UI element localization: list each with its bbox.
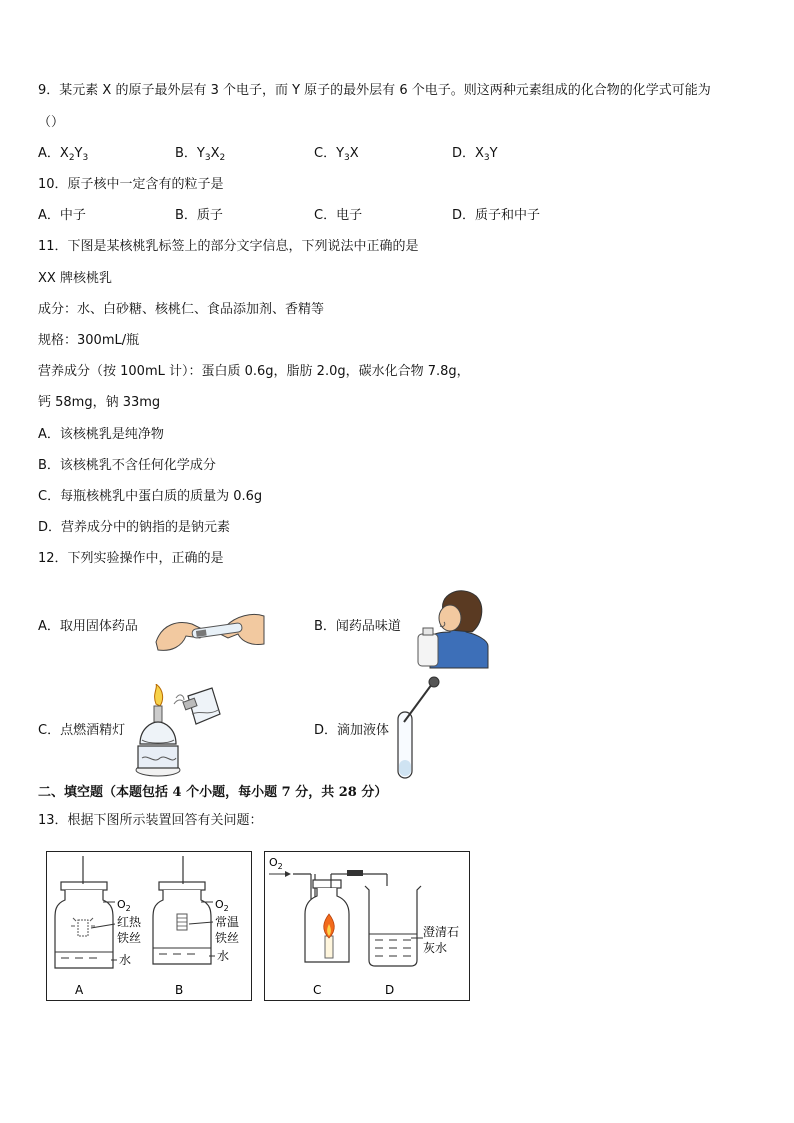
o2-label-a: $O_2$ [117, 898, 131, 913]
q11-label-line: 成分：水、白砂糖、核桃仁、食品添加剂、香精等 [38, 302, 325, 317]
room-temp-wire-label: 铁丝 [215, 931, 240, 945]
q9-option-c: C．$Y_3X$ [314, 146, 359, 163]
o2-inlet-label: $O_2$ [269, 856, 283, 871]
q12-option-c: C．点燃酒精灯 [38, 723, 126, 738]
q10-option-d: D．质子和中子 [452, 208, 541, 223]
smell-reagent-illustration [414, 584, 490, 670]
q9-option-d: D．$X_3Y$ [452, 146, 498, 163]
q9-option-a: A．$X_2Y_3$ [38, 146, 89, 163]
q11-option-b: B．该核桃乳不含任何化学成分 [38, 458, 216, 473]
q11-option-a: A．该核桃乳是纯净物 [38, 427, 164, 442]
hot-wire-label: 红热 [117, 915, 142, 929]
q10-option-a: A．中子 [38, 208, 86, 223]
figure-label-c: C [313, 983, 322, 997]
q9-stem: 9．某元素 X 的原子最外层有 3 个电子，而 Y 原子的最外层有 6 个电子。则这两种元素组成的化合物的化学式可能为 [38, 83, 711, 98]
light-alcohol-lamp-illustration [134, 684, 234, 780]
figure-label-b: B [175, 983, 184, 997]
q11-label-line: 钙 58mg，钠 33mg [38, 395, 161, 410]
oxygen-bottles-diagram [47, 852, 251, 1000]
q10-option-b: B．质子 [175, 208, 223, 223]
q10-stem: 10．原子核中一定含有的粒子是 [38, 177, 224, 192]
q13-stem: 13．根据下图所示装置回答有关问题： [38, 813, 263, 828]
figure-label-a: A [75, 983, 84, 997]
q12-option-b: B．闻药品味道 [314, 619, 401, 634]
o2-label-b: $O_2$ [215, 898, 229, 913]
water-label-a: 水 [119, 953, 132, 967]
q12-option-a: A．取用固体药品 [38, 619, 138, 634]
figure-label-d: D [385, 983, 395, 997]
take-solid-reagent-illustration [152, 606, 268, 656]
q10-option-c: C．电子 [314, 208, 363, 223]
q11-option-c: C．每瓶核桃乳中蛋白质的质量为 0.6g [38, 489, 263, 504]
add-liquid-dropper-illustration [394, 676, 446, 782]
limewater-label: 灰水 [423, 941, 448, 955]
q9-answer-paren: （） [38, 115, 65, 130]
section-2-heading: 二、填空题（本题包括 4 个小题，每小题 7 分，共 28 分） [38, 785, 388, 800]
room-temp-wire-label: 常温 [215, 915, 240, 929]
hot-wire-label: 铁丝 [117, 931, 142, 945]
q11-option-d: D．营养成分中的钠指的是钠元素 [38, 520, 231, 535]
q11-label-line: 营养成分（按 100mL 计）：蛋白质 0.6g，脂肪 2.0g，碳水化合物 7.8g， [38, 364, 470, 379]
q11-label-line: 规格：300mL/瓶 [38, 333, 140, 348]
figure-ab-frame [46, 851, 252, 1001]
water-label-b: 水 [217, 949, 230, 963]
q11-stem: 11．下图是某核桃乳标签上的部分文字信息，下列说法中正确的是 [38, 239, 419, 254]
candle-limewater-diagram [265, 852, 469, 1000]
q12-stem: 12．下列实验操作中，正确的是 [38, 551, 224, 566]
q11-label-line: XX 牌核桃乳 [38, 271, 112, 286]
figure-cd-frame [264, 851, 470, 1001]
limewater-label: 澄清石 [423, 925, 460, 939]
q12-option-d: D．滴加液体 [314, 723, 390, 738]
q9-option-b: B．$Y_3X_2$ [175, 146, 226, 163]
